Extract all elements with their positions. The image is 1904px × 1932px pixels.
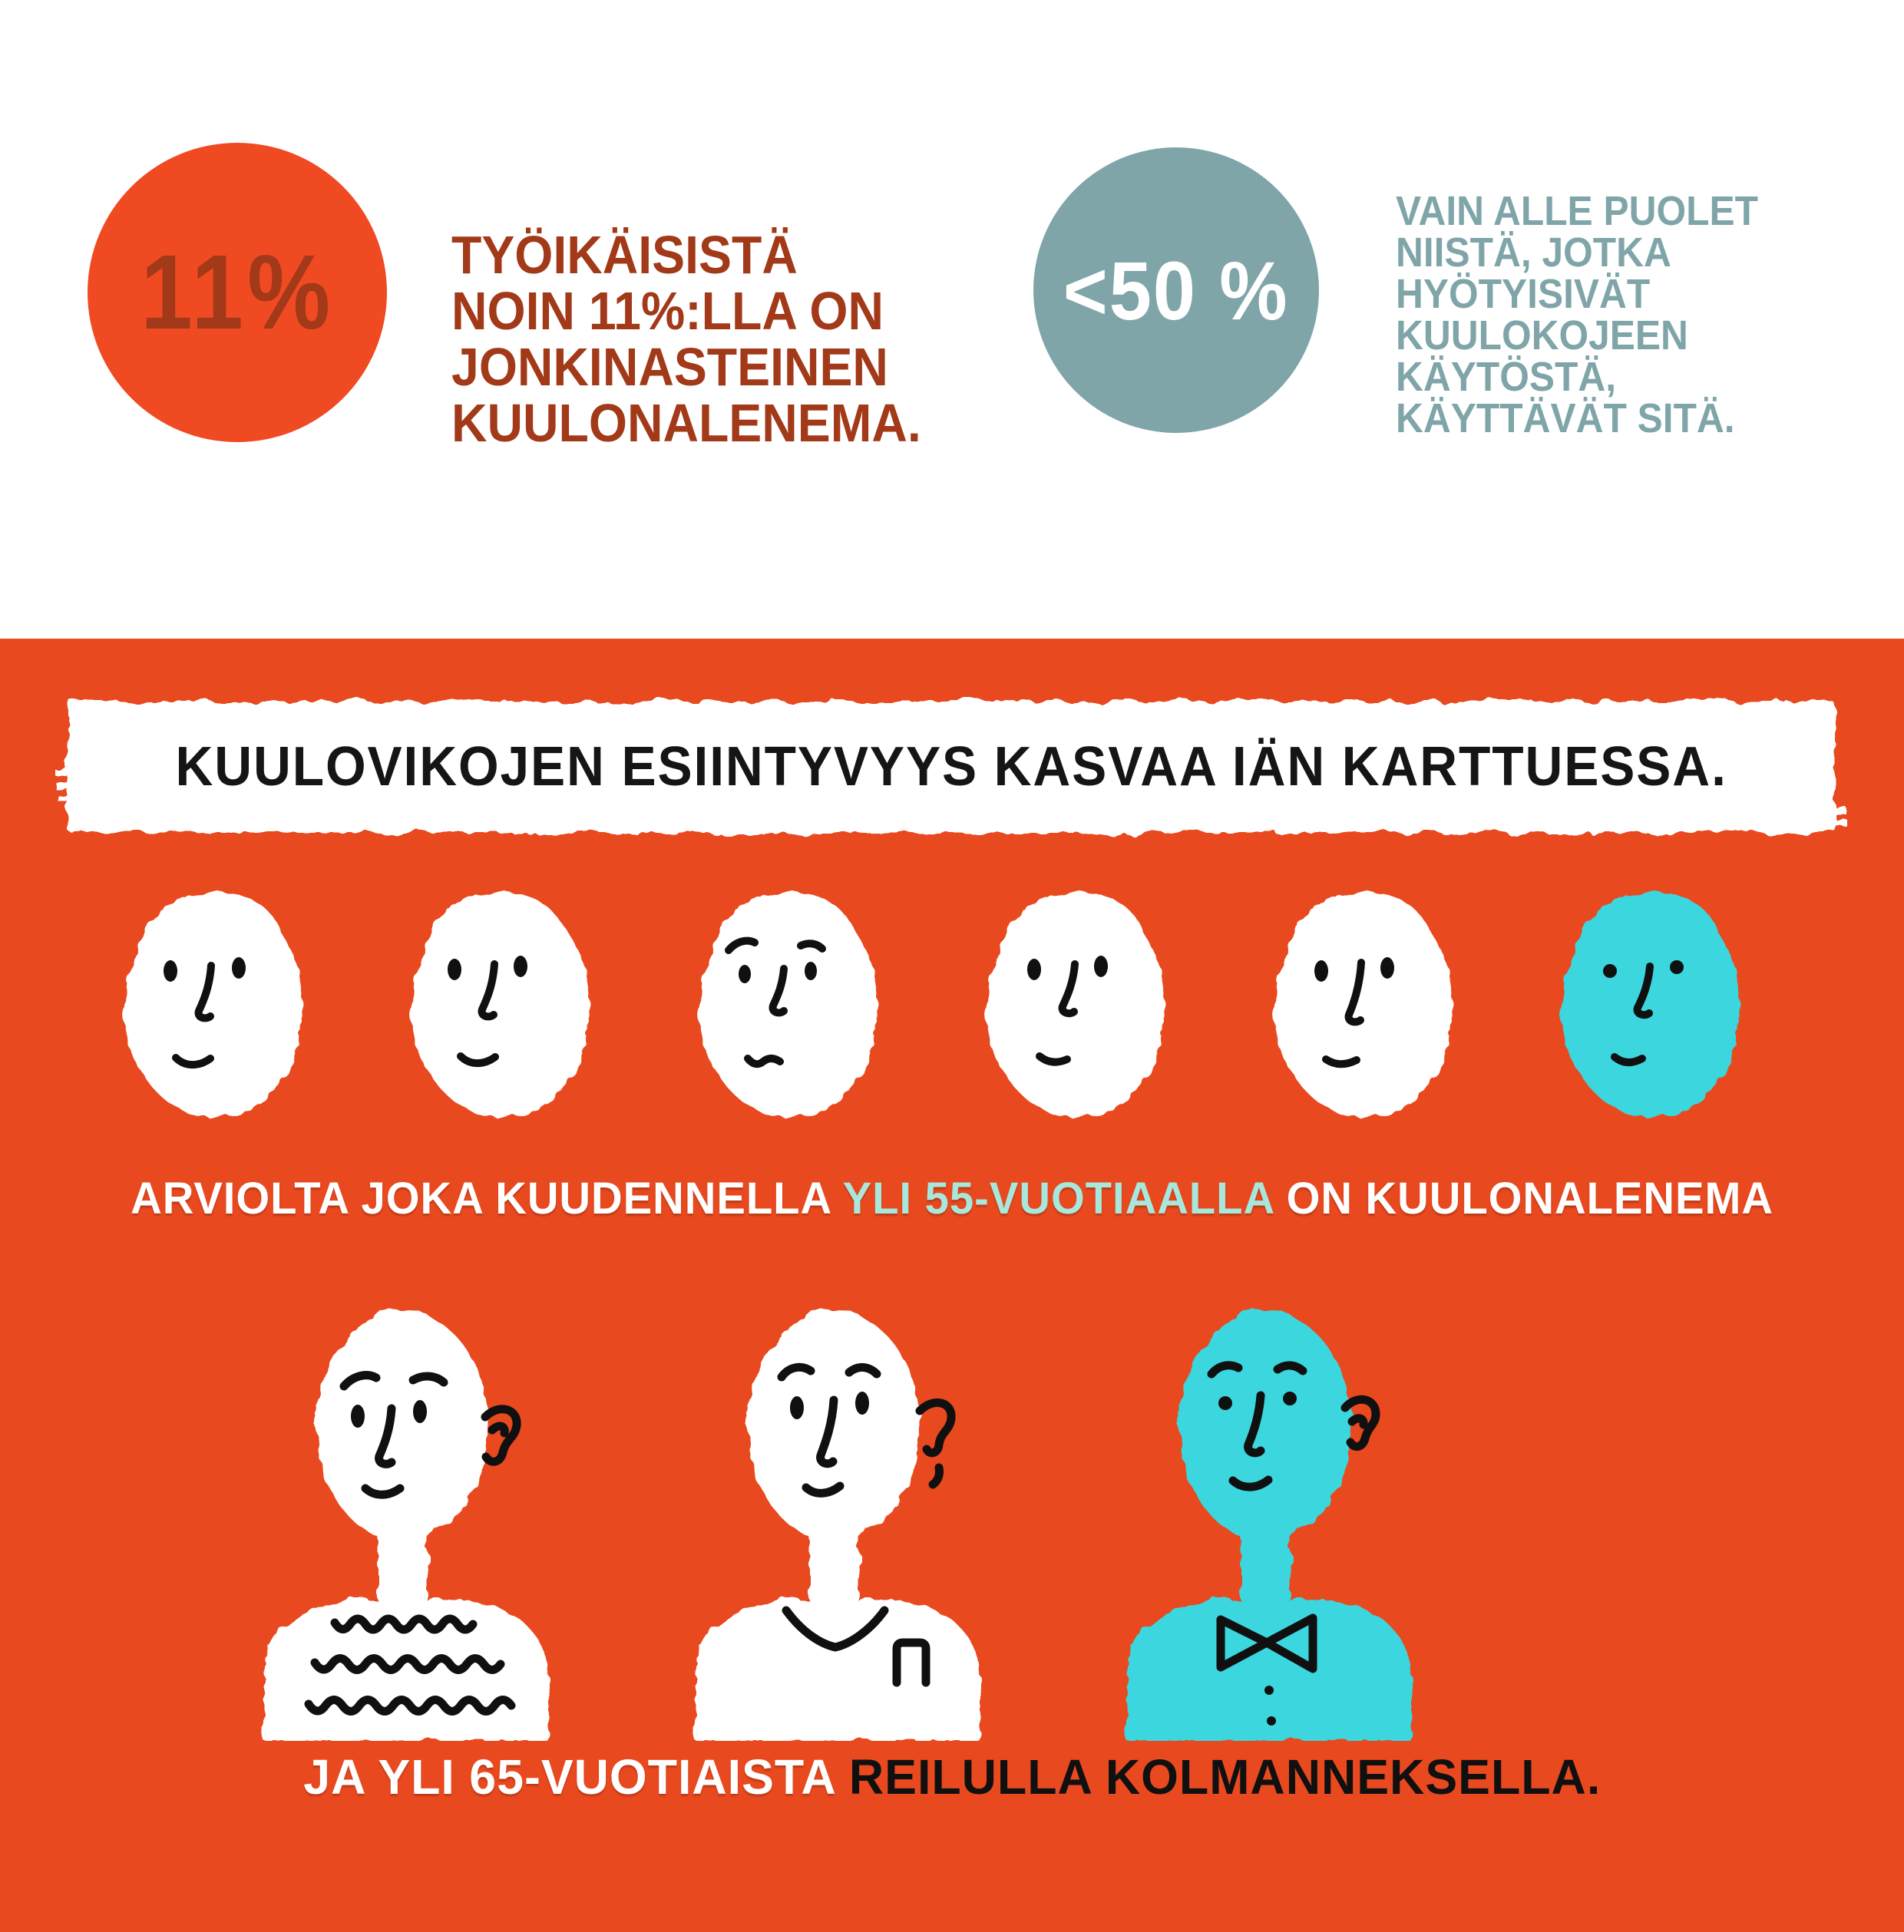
text-line: KÄYTTÄVÄT SITÄ. — [1396, 395, 1735, 441]
banner — [55, 693, 1847, 841]
text-line: KÄYTÖSTÄ, — [1396, 354, 1617, 400]
ear-icon — [920, 1402, 951, 1452]
face-icon — [1248, 874, 1479, 1127]
stat-badge-11-percent — [88, 143, 387, 442]
busts-pictogram — [244, 1280, 1430, 1741]
stat-badge-11-value: 11% — [140, 233, 335, 352]
text-line: KUULONALENEMA. — [451, 393, 921, 453]
text-line: VAIN ALLE PUOLET — [1396, 188, 1758, 234]
bust-bowtie-highlight-icon — [1107, 1280, 1430, 1741]
text-line: HYÖTYISIVÄT — [1396, 271, 1651, 317]
text-line: NIISTÄ, JOTKA — [1396, 230, 1671, 276]
statement-suffix: ON KUULONALENEMA — [1273, 1174, 1773, 1224]
statement-65-white-part: JA YLI 65-VUOTIAISTA — [303, 1749, 849, 1805]
face-icon — [98, 874, 329, 1127]
text-line: JONKINASTEINEN — [451, 337, 888, 397]
face-highlight-icon — [1535, 874, 1766, 1127]
face-icon — [673, 874, 904, 1127]
face-icon — [960, 874, 1191, 1127]
hearing-aid-stat-text — [1396, 190, 1758, 439]
working-age-stat-text — [451, 227, 921, 451]
statement-over-55 — [0, 1173, 1904, 1224]
bust-shirt-icon — [676, 1280, 998, 1741]
statement-over-65 — [0, 1749, 1904, 1805]
statement-highlight-over-55: YLI 55-VUOTIAALLA — [842, 1174, 1274, 1224]
text-line: KUULOKOJEEN — [1396, 312, 1688, 358]
text-line: TYÖIKÄISISTÄ — [451, 225, 798, 285]
stat-badge-under-50-percent — [1033, 147, 1319, 433]
stat-badge-50-value: <50 % — [1063, 243, 1289, 337]
banner-title: KUULOVIKOJEN ESIINTYVYYS KASVAA IÄN KARTTUESSA. — [175, 736, 1727, 798]
face-icon — [385, 874, 616, 1127]
bust-sweater-icon — [244, 1280, 567, 1741]
statement-65-dark-part: REILULLA KOLMANNEKSELLA. — [848, 1749, 1601, 1805]
text-line: NOIN 11%:LLA ON — [451, 281, 884, 341]
faces-pictogram — [98, 874, 1766, 1127]
statement-prefix: ARVIOLTA JOKA KUUDENNELLA — [131, 1174, 843, 1224]
